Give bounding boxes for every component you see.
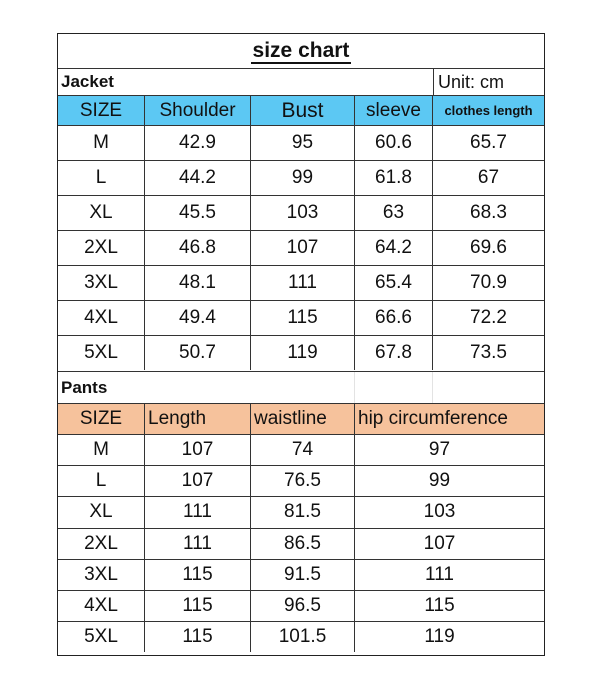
- jacket-cell: 111: [251, 266, 355, 300]
- unit-label: Unit: cm: [433, 69, 544, 95]
- jacket-cell: 95: [251, 126, 355, 160]
- pants-cell: 74: [251, 435, 355, 465]
- jacket-header-row: [58, 95, 544, 125]
- jacket-cell: 44.2: [145, 161, 251, 195]
- jacket-table-row: [58, 195, 544, 230]
- jacket-cell: 63: [355, 196, 433, 230]
- pants-cell: 107: [145, 466, 251, 496]
- pants-table-row: [58, 590, 544, 621]
- pants-cell: 115: [145, 560, 251, 590]
- pants-table-row: [58, 434, 544, 465]
- jacket-header-sleeve: sleeve: [355, 96, 433, 125]
- jacket-cell: 70.9: [470, 272, 507, 293]
- jacket-cell: 107: [251, 231, 355, 265]
- pants-label-spacer: [355, 372, 433, 403]
- jacket-cell: 50.7: [145, 336, 251, 370]
- jacket-cell: 67: [477, 167, 500, 188]
- jacket-cell: 65.7: [470, 132, 507, 153]
- pants-section-label: Pants: [61, 377, 108, 397]
- pants-table-row: [58, 528, 544, 559]
- jacket-cell: 115: [251, 301, 355, 335]
- jacket-cell: 49.4: [145, 301, 251, 335]
- jacket-header-bust: Bust: [251, 96, 355, 125]
- jacket-table-row: [58, 300, 544, 335]
- pants-label-spacer: [251, 372, 355, 403]
- jacket-cell: 5XL: [58, 336, 145, 370]
- jacket-label-row: [58, 68, 544, 95]
- pants-table-row: [58, 465, 544, 496]
- jacket-header-size: SIZE: [58, 96, 145, 125]
- pants-cell: 97: [428, 439, 451, 461]
- jacket-cell: 72.2: [470, 307, 507, 328]
- pants-cell: L: [58, 466, 145, 496]
- pants-table-row: [58, 621, 544, 652]
- jacket-cell: 68.3: [470, 202, 507, 223]
- jacket-cell: 73.5: [470, 342, 507, 363]
- jacket-table-row: [58, 125, 544, 160]
- pants-header-hip: hip circumference: [355, 404, 544, 434]
- jacket-table-row: [58, 335, 544, 370]
- pants-cell: 115: [145, 591, 251, 621]
- pants-cell: 4XL: [58, 591, 145, 621]
- jacket-cell: 61.8: [355, 161, 433, 195]
- jacket-header-clothes-length: clothes length: [433, 96, 544, 125]
- pants-header-waistline: waistline: [251, 404, 355, 434]
- pants-label-spacer: [433, 372, 544, 403]
- pants-cell: 115: [424, 595, 455, 617]
- jacket-section-label: Jacket: [61, 72, 114, 91]
- pants-cell: 115: [145, 622, 251, 652]
- pants-cell: 3XL: [58, 560, 145, 590]
- size-chart-sheet: [57, 33, 545, 656]
- pants-label-spacer: [145, 372, 251, 403]
- jacket-table-row: [58, 230, 544, 265]
- pants-cell: 2XL: [58, 529, 145, 559]
- jacket-cell: 42.9: [145, 126, 251, 160]
- jacket-cell: 99: [251, 161, 355, 195]
- pants-cell: 81.5: [251, 497, 355, 527]
- jacket-cell: 67.8: [355, 336, 433, 370]
- pants-cell: 101.5: [251, 622, 355, 652]
- pants-cell: 119: [424, 626, 455, 648]
- pants-cell: 111: [145, 529, 251, 559]
- jacket-cell: 4XL: [58, 301, 145, 335]
- jacket-cell: 103: [251, 196, 355, 230]
- jacket-cell: 48.1: [145, 266, 251, 300]
- pants-table-row: [58, 496, 544, 527]
- pants-header-length: Length: [145, 404, 251, 434]
- pants-cell: 107: [145, 435, 251, 465]
- pants-cell: 111: [145, 497, 251, 527]
- pants-header-row: [58, 403, 544, 434]
- pants-cell: 103: [423, 501, 456, 523]
- pants-cell: 99: [428, 470, 451, 492]
- pants-cell: 76.5: [251, 466, 355, 496]
- jacket-cell: 119: [251, 336, 355, 370]
- jacket-cell: 65.4: [355, 266, 433, 300]
- pants-cell: 91.5: [251, 560, 355, 590]
- pants-cell: 111: [425, 563, 454, 585]
- jacket-table-row: [58, 160, 544, 195]
- pants-cell: M: [58, 435, 145, 465]
- jacket-cell: 3XL: [58, 266, 145, 300]
- jacket-cell: L: [58, 161, 145, 195]
- jacket-cell: 45.5: [145, 196, 251, 230]
- pants-cell: 86.5: [251, 529, 355, 559]
- pants-cell: XL: [58, 497, 145, 527]
- pants-cell: 5XL: [58, 622, 145, 652]
- chart-title: size chart: [252, 39, 350, 62]
- jacket-cell: M: [58, 126, 145, 160]
- jacket-cell: 64.2: [355, 231, 433, 265]
- jacket-cell: 2XL: [58, 231, 145, 265]
- jacket-cell: 66.6: [355, 301, 433, 335]
- pants-cell: 96.5: [251, 591, 355, 621]
- jacket-table-row: [58, 265, 544, 300]
- jacket-header-shoulder: Shoulder: [145, 96, 251, 125]
- pants-table-row: [58, 559, 544, 590]
- jacket-cell: 60.6: [355, 126, 433, 160]
- pants-label-row: [58, 371, 544, 403]
- pants-header-size: SIZE: [58, 404, 145, 434]
- jacket-cell: XL: [58, 196, 145, 230]
- jacket-cell: 69.6: [470, 237, 507, 258]
- jacket-cell: 46.8: [145, 231, 251, 265]
- pants-cell: 107: [423, 532, 456, 554]
